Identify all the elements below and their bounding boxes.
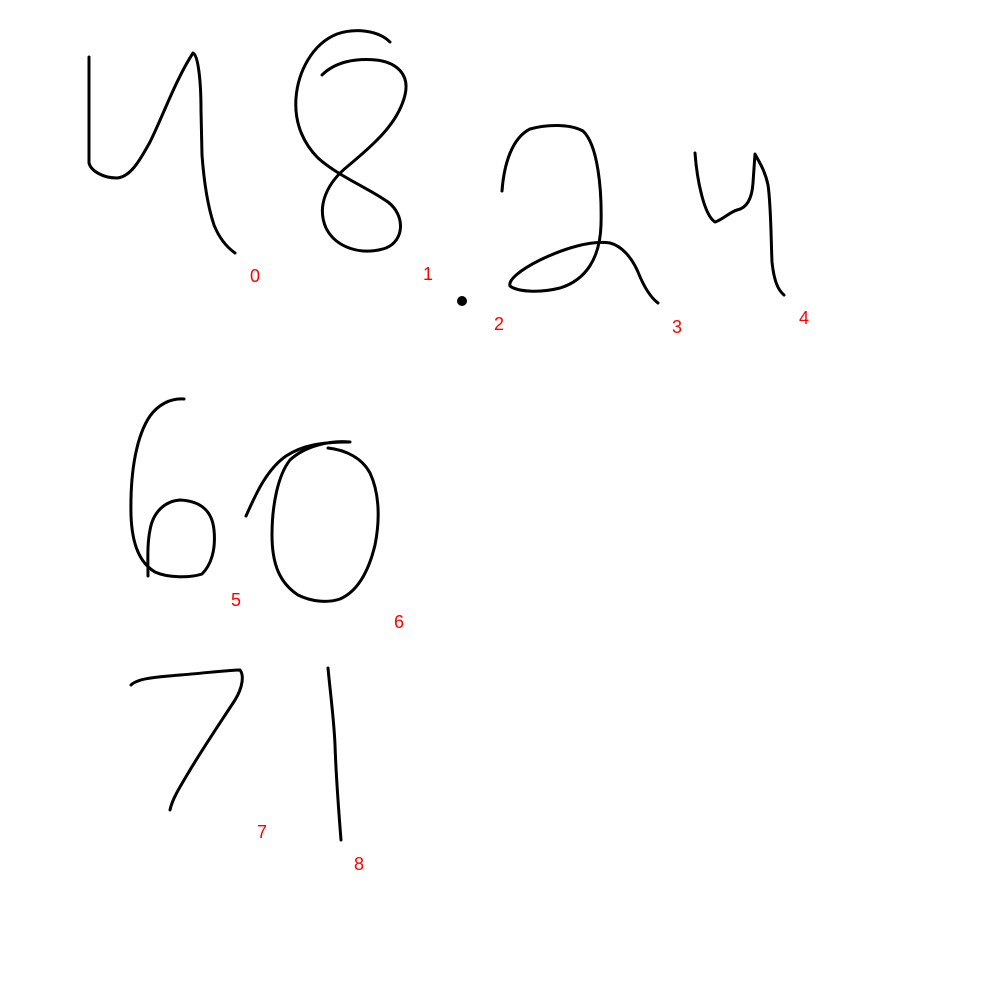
- symbol-7-index-label: 7: [257, 822, 268, 842]
- symbol-2-index-label: 2: [494, 314, 505, 334]
- symbol-0-index-label: 0: [250, 266, 261, 286]
- symbol-3-index-label: 3: [672, 317, 683, 337]
- symbol-6-index-label: 6: [394, 612, 405, 632]
- symbol-1-index-label: 1: [423, 264, 434, 284]
- symbol-5-index-label: 5: [231, 590, 242, 610]
- symbol-8-index-label: 8: [354, 854, 365, 874]
- symbol-2-dot: [457, 296, 467, 306]
- symbol-4-index-label: 4: [799, 308, 810, 328]
